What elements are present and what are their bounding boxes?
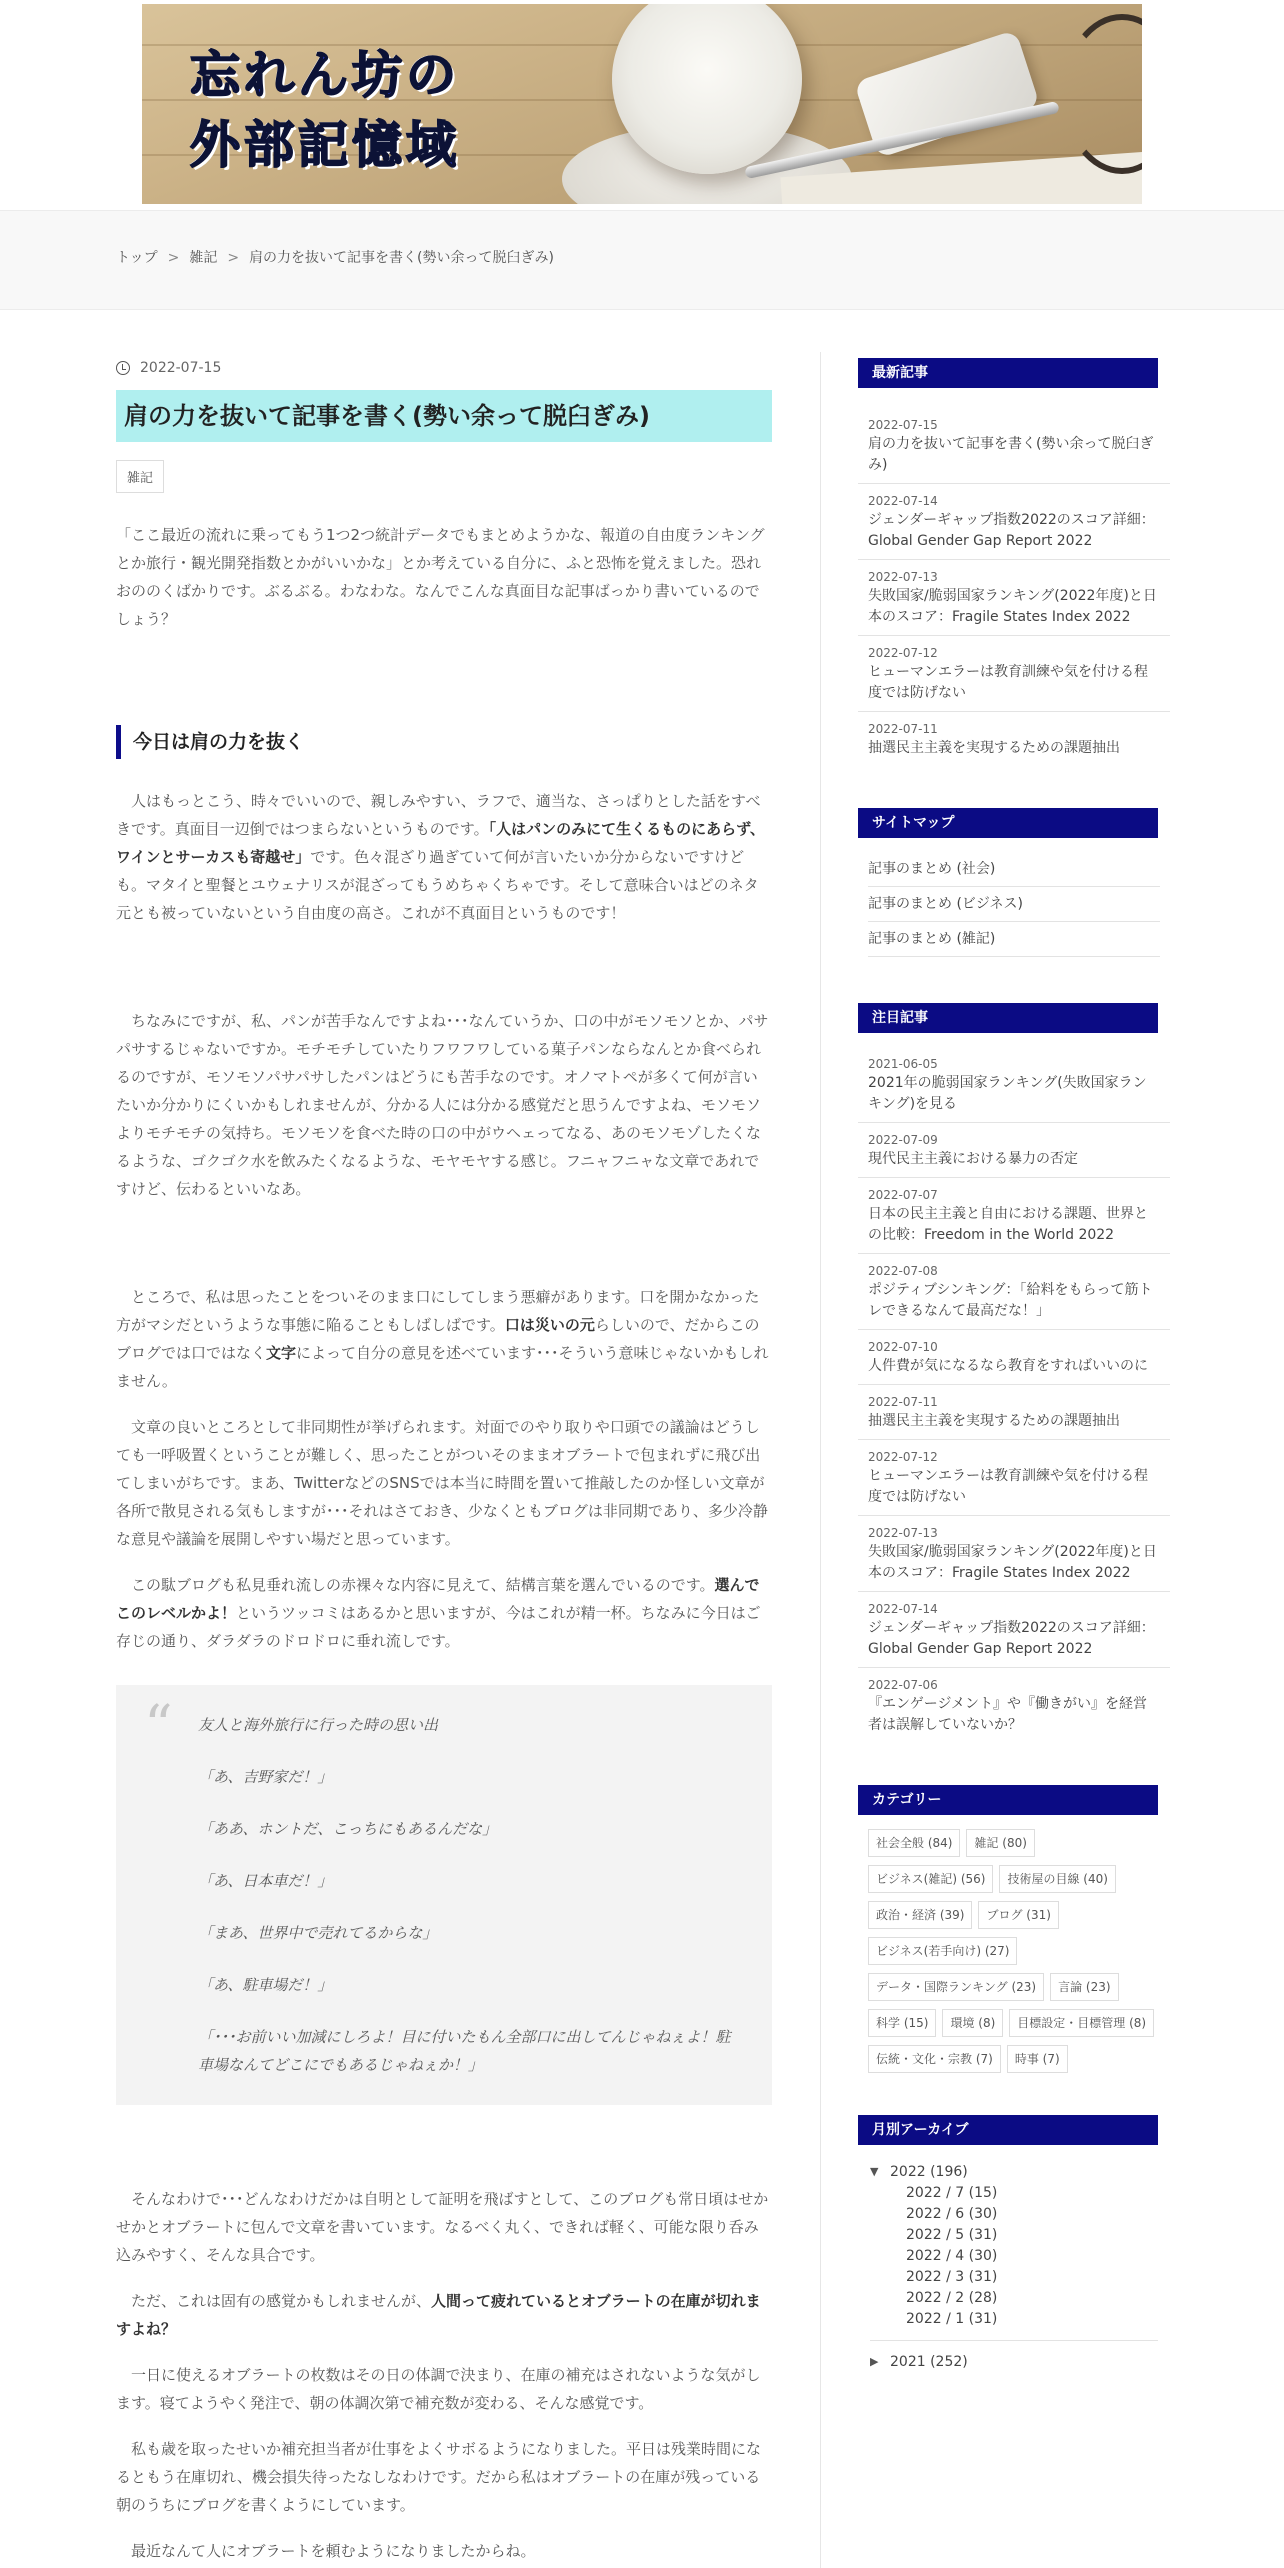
site-logo[interactable]	[190, 40, 460, 180]
category-tag[interactable]: ビジネス(雑記) (56)	[868, 1865, 993, 1893]
featured-post-item[interactable]: 2022-07-08 ポジティブシンキング：「給料をもらって筋トレできるなんて最高だな！」	[858, 1254, 1170, 1330]
paragraph-5: この駄ブログも私見垂れ流しの赤裸々な内容に見えて、結構言葉を選んでいるのです。選んでこのレベルかよ！というツッコミはあるかと思いますが、今はこれが精一杯。ちなみに今日はご存じの通り、ダラダラのドロドロに垂れ流しです。	[116, 1576, 761, 1650]
archive-heading: 月別アーカイブ	[858, 2115, 1158, 2145]
featured-post-item[interactable]: 2022-07-12 ヒューマンエラーは教育訓練や気を付ける程度では防げない	[858, 1440, 1170, 1516]
quote-line: 「･･･お前いい加減にしろよ！目に付いたもん全部口に出してんじゃねぇよ！駐車場なんてどこにでもあるじゃねぇか！」	[198, 2028, 731, 2074]
recent-posts-heading: 最新記事	[858, 358, 1158, 388]
sitemap-link[interactable]: 記事のまとめ (社会)	[868, 852, 1160, 887]
featured-post-item[interactable]: 2022-07-09 現代民主主義における暴力の否定	[858, 1123, 1170, 1178]
paragraph-8: 一日に使えるオブラートの枚数はその日の体調で決まり、在庫の補充はされないような気がします。寝てようやく発注で、朝の体調次第で補充数が変わる、そんな感覚です。	[116, 2366, 761, 2412]
archive-year-2022[interactable]: ▼ 2022 (196)	[870, 2161, 1158, 2183]
blockquote	[116, 1685, 772, 2105]
featured-posts-widget	[858, 1003, 1170, 1743]
paragraph-6: そんなわけで･･･どんなわけだかは自明として証明を飛ばすとして、このブログも常日頃はせかせかとオブラートに包んで文章を書いています。なるべく丸く、できれば軽く、可能な限り呑み込みやすく、そんな具合です。	[116, 2190, 769, 2264]
category-tag[interactable]: 雑記 (80)	[966, 1829, 1034, 1857]
caret-down-icon: ▼	[870, 2165, 879, 2178]
paragraph-3: ところで、私は思ったことをついそのまま口にしてしまう悪癖があります。口を開かなかった方がマシだというような事態に陥ることもしばしばです。口は災いの元らしいので、だからこのブログでは口ではなく文字によって自分の意見を述べています･･･そういう意味じゃないかもしれません。	[116, 1288, 769, 1390]
paragraph-2: ちなみにですが、私、パンが苦手なんですよね･･･なんていうか、口の中がモソモソとか、パサパサするじゃないですか。モチモチしていたりフワフワしている菓子パンならなんとか食べられるのですが、モソモソパサパサしたパンはどうにも苦手なのです。オノマトペが多くて何が言いたいか分かりにくいかもしれませんが、分かる人には分かる感覚だと思うんですよね、モソモソよりモチモチの気持ち。モソモソを食べた時の口の中がウヘェってなる、あのモソモゾしたくなるような、ゴクゴク水を飲みたくなるような、モヤモヤする感じ。フニャフニャな文章であれですけど、伝わるといいなあ。	[116, 1012, 769, 1198]
article-date-text: 2022-07-15	[140, 360, 222, 376]
archive-year-2021[interactable]: ▶ 2021 (252)	[870, 2351, 1158, 2373]
category-tag[interactable]: 政治・経済 (39)	[868, 1901, 972, 1929]
recent-posts-widget	[858, 358, 1170, 766]
breadcrumb: トップ > 雑記 > 肩の力を抜いて記事を書く(勢い余って脱臼ぎみ)	[116, 247, 554, 267]
featured-post-item[interactable]: 2022-07-14 ジェンダーギャップ指数2022のスコア詳細：Global Gender Gap Report 2022	[858, 1592, 1170, 1668]
column-divider	[820, 352, 821, 2568]
article	[116, 360, 772, 2565]
recent-post-item[interactable]: 2022-07-13 失敗国家/脆弱国家ランキング(2022年度)と日本のスコア：Fragile States Index 2022	[858, 560, 1170, 636]
archive-month[interactable]: 2022 / 5 (31)	[906, 2227, 998, 2243]
archive-month[interactable]: 2022 / 4 (30)	[906, 2248, 998, 2264]
quote-line: 友人と海外旅行に行った時の思い出	[198, 1716, 439, 1734]
sitemap-widget	[858, 808, 1170, 961]
category-tag[interactable]: ブログ (31)	[978, 1901, 1058, 1929]
sitemap-link[interactable]: 記事のまとめ (ビジネス)	[868, 887, 1160, 922]
sitemap-heading: サイトマップ	[858, 808, 1158, 838]
header-banner[interactable]	[142, 4, 1142, 204]
paragraph-10: 最近なんて人にオブラートを頼むようになりましたからね。	[131, 2542, 536, 2560]
category-tag[interactable]: 目標設定・目標管理 (8)	[1009, 2009, 1154, 2037]
archive-month[interactable]: 2022 / 6 (30)	[906, 2206, 998, 2222]
intro-paragraph: 「ここ最近の流れに乗ってもう1つ2つ統計データでもまとめようかな、報道の自由度ランキングとか旅行・観光開発指数とかがいいかな」とか考えている自分に、ふと恐怖を覚えました。恐れおののくばかりです。ぶるぶる。わなわな。なんでこんな真面目な記事ばっかり書いているのでしょう？	[116, 526, 765, 628]
featured-post-item[interactable]: 2022-07-13 失敗国家/脆弱国家ランキング(2022年度)と日本のスコア：Fragile States Index 2022	[858, 1516, 1170, 1592]
recent-post-item[interactable]: 2022-07-11 抽選民主主義を実現するための課題抽出	[868, 722, 1120, 756]
featured-post-item[interactable]: 2022-07-10 人件費が気になるなら教育をすればいいのに	[858, 1330, 1170, 1385]
breadcrumb-band	[0, 210, 1284, 310]
featured-post-item[interactable]: 2022-07-06 『エンゲージメント』や『働きがい』を経営者は誤解していないか？	[868, 1678, 1148, 1733]
featured-post-item[interactable]: 2022-07-07 日本の民主主義と自由における課題、世界との比較：Freedom in the World 2022	[858, 1178, 1170, 1254]
archive-month[interactable]: 2022 / 3 (31)	[906, 2269, 998, 2285]
paragraph-7: ただ、これは固有の感覚かもしれませんが、人間って疲れているとオブラートの在庫が切れますよね？	[116, 2292, 761, 2338]
paragraph-1: 人はもっとこう、時々でいいので、親しみやすい、ラフで、適当な、さっぱりとした話をすべきです。真面目一辺倒ではつまらないというものです。「人はパンのみにて生くるものにあらず、ワインとサーカスも寄越せ」です。色々混ざり過ぎていて何が言いたいか分からないですけども。マタイと聖餐とユウェナリスが混ざってもうめちゃくちゃです。そして意味合いはどのネタ元とも被っていないという自由度の高さ。これが不真面目というものです！	[116, 792, 765, 922]
sitemap-link[interactable]: 記事のまとめ (雑記)	[868, 922, 1160, 957]
breadcrumb-current: 肩の力を抜いて記事を書く(勢い余って脱臼ぎみ)	[249, 250, 554, 266]
category-tag[interactable]: データ・国際ランキング (23)	[868, 1973, 1044, 2001]
logo-line-1: 忘れん坊の	[190, 45, 460, 104]
recent-post-item[interactable]: 2022-07-15 肩の力を抜いて記事を書く(勢い余って脱臼ぎみ)	[858, 408, 1170, 484]
category-tag[interactable]: 科学 (15)	[868, 2009, 936, 2037]
section-heading: 今日は肩の力を抜く	[116, 725, 772, 759]
caret-right-icon: ▶	[870, 2355, 879, 2368]
breadcrumb-category[interactable]: 雑記	[189, 250, 218, 266]
recent-post-item[interactable]: 2022-07-12 ヒューマンエラーは教育訓練や気を付ける程度では防げない	[858, 636, 1170, 712]
category-tag[interactable]: ビジネス(若手向け) (27)	[868, 1937, 1017, 1965]
paragraph-4: 文章の良いところとして非同期性が挙げられます。対面でのやり取りや口頭での議論はどうしても一呼吸置くということが難しく、思ったことがついそのままオブラートで包まれずに飛び出てしまいがちです。まあ、TwitterなどのSNSでは本当に時間を置いて推敲したのか怪しい文章が各所で散見される気もしますが･･･それはさておき、少なくともブログは非同期であり、多少冷静な意見や議論を展開しやすい場だと思っています。	[116, 1418, 768, 1548]
glasses-image	[1062, 14, 1142, 174]
quote-line: 「ああ、ホントだ、こっちにもあるんだな」	[198, 1820, 498, 1838]
featured-post-item[interactable]: 2022-07-11 抽選民主主義を実現するための課題抽出	[858, 1385, 1170, 1440]
category-tag[interactable]: 社会全般 (84)	[868, 1829, 960, 1857]
category-tag[interactable]: 時事 (7)	[1007, 2045, 1068, 2073]
archive-month[interactable]: 2022 / 1 (31)	[906, 2311, 998, 2327]
quote-mark-icon: “	[144, 1694, 173, 1759]
sidebar	[858, 358, 1170, 2415]
quote-line: 「あ、駐車場だ！」	[198, 1976, 333, 1994]
categories-heading: カテゴリー	[858, 1785, 1158, 1815]
logo-line-2: 外部記憶域	[190, 115, 460, 174]
category-tag[interactable]: 言論 (23)	[1050, 1973, 1118, 2001]
clock-icon	[116, 361, 130, 375]
quote-line: 「まあ、世界中で売れてるからな」	[198, 1924, 438, 1942]
featured-posts-heading: 注目記事	[858, 1003, 1158, 1033]
article-tag[interactable]: 雑記	[116, 460, 164, 493]
featured-post-item[interactable]: 2021-06-05 2021年の脆弱国家ランキング(失敗国家ランキング)を見る	[858, 1047, 1170, 1123]
archive-widget	[858, 2115, 1170, 2373]
breadcrumb-top[interactable]: トップ	[116, 250, 158, 266]
recent-post-item[interactable]: 2022-07-14 ジェンダーギャップ指数2022のスコア詳細：Global Gender Gap Report 2022	[858, 484, 1170, 560]
archive-month[interactable]: 2022 / 2 (28)	[906, 2290, 998, 2306]
categories-widget	[858, 1785, 1170, 2073]
page-title: 肩の力を抜いて記事を書く(勢い余って脱臼ぎみ)	[116, 390, 772, 442]
quote-line: 「あ、吉野家だ！」	[198, 1768, 333, 1786]
category-tag[interactable]: 伝統・文化・宗教 (7)	[868, 2045, 1001, 2073]
archive-month[interactable]: 2022 / 7 (15)	[906, 2185, 998, 2201]
paragraph-9: 私も歳を取ったせいか補充担当者が仕事をよくサボるようになりました。平日は残業時間になるともう在庫切れ、機会損失待ったなしなわけです。だから私はオブラートの在庫が残っている朝のうちにブログを書くようにしています。	[116, 2440, 762, 2514]
article-date	[116, 360, 772, 376]
category-tag[interactable]: 環境 (8)	[942, 2009, 1003, 2037]
category-tag[interactable]: 技術屋の目線 (40)	[999, 1865, 1115, 1893]
quote-line: 「あ、日本車だ！」	[198, 1872, 333, 1890]
